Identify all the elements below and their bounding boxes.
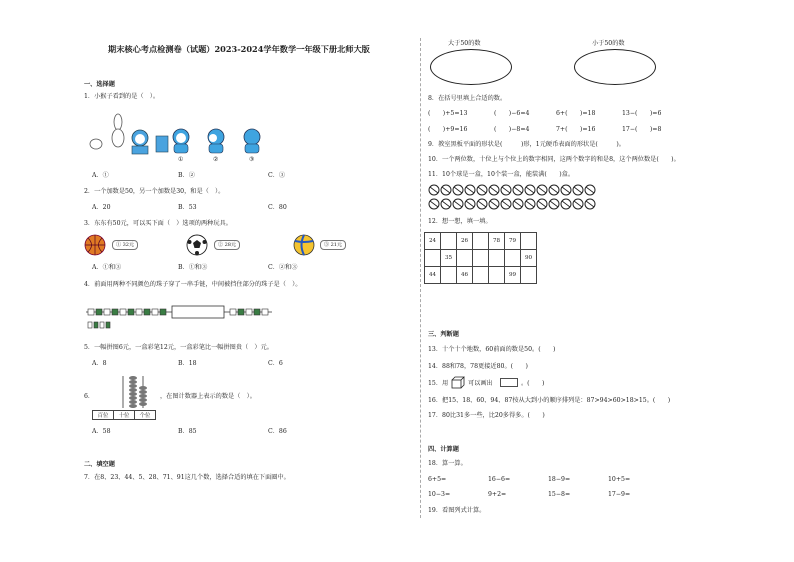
q8-r1-c2[interactable]: ( )−6=4	[494, 110, 530, 117]
robot-view-3-icon	[241, 128, 263, 154]
q3-option-a[interactable]: A．①和③	[92, 264, 122, 271]
question-7: 7．在8、23、44、5、28、71、91这几个数，选择合适的填在下面圈中。	[84, 474, 290, 481]
grid-cell[interactable]	[521, 233, 537, 250]
q3-option-c[interactable]: C．②和③	[268, 264, 298, 271]
question-6-number: 6．	[84, 393, 95, 400]
question-8: 8．在括号里填上合适的数。	[428, 95, 507, 102]
grid-cell[interactable]	[441, 233, 457, 250]
place-value-table	[92, 410, 156, 420]
section-choice-heading: 一、选择题	[84, 81, 115, 88]
question-19: 19．看图列式计算。	[428, 507, 486, 514]
grid-cell[interactable]	[457, 250, 473, 267]
q3-option-b[interactable]: B．①和③	[178, 264, 208, 271]
q6-option-c[interactable]: C．86	[268, 428, 287, 435]
q8-r2-c3[interactable]: 7+( )=16	[556, 126, 596, 133]
q6-option-b[interactable]: B．85	[178, 428, 197, 435]
number-grid	[424, 232, 537, 284]
grid-cell: 35	[441, 250, 457, 267]
section-fill-heading: 二、填空题	[84, 461, 115, 468]
bead-bracelet-illustration	[84, 304, 274, 330]
q1-option-a[interactable]: A．①	[92, 172, 109, 179]
question-14: 14．88和78，78更接近80。( )	[428, 363, 528, 370]
question-2: 2．一个加数是50，另一个加数是30，和是（ ）。	[84, 188, 225, 195]
section-calc-heading: 四、计算题	[428, 446, 459, 453]
question-3: 3．东东有50元，可以买下面（ ）选项的两种玩具。	[84, 220, 232, 227]
question-6: ，在图计数器上表示的数是（ ）。	[160, 393, 256, 400]
q8-r2-c1[interactable]: ( )+9=16	[428, 126, 468, 133]
calc-r2-c2[interactable]: 9+2=	[488, 491, 507, 498]
question-18: 18．算一算。	[428, 460, 467, 467]
q8-r1-c4[interactable]: 13−( )=6	[622, 110, 662, 117]
grid-cell[interactable]	[505, 250, 521, 267]
q8-r1-c1[interactable]: ( )+5=13	[428, 110, 468, 117]
q5-option-b[interactable]: B．18	[178, 360, 197, 367]
q1-option-c[interactable]: C．③	[268, 172, 286, 179]
q8-r1-c3[interactable]: 6+( )=18	[556, 110, 596, 117]
q1-label-1: ①	[178, 156, 184, 163]
section-judge-heading: 三、判断题	[428, 331, 459, 338]
question-12: 12．想一想，填一填。	[428, 218, 492, 225]
grid-cell: 44	[425, 267, 441, 284]
q2-option-b[interactable]: B．53	[178, 204, 197, 211]
ellipse-less-than-50[interactable]	[574, 49, 656, 85]
page-title: 期末核心考点检测卷（试题）2023-2024学年数学一年级下册北师大版	[108, 44, 370, 54]
grid-cell: 79	[505, 233, 521, 250]
grid-cell: 26	[457, 233, 473, 250]
grid-cell[interactable]	[489, 267, 505, 284]
grid-cell: 78	[489, 233, 505, 250]
grid-cell[interactable]	[473, 267, 489, 284]
question-15-part-c: 。( )	[521, 380, 545, 387]
calc-r2-c4[interactable]: 17−9=	[608, 491, 631, 498]
col-tens: 十位	[114, 411, 135, 420]
q6-option-a[interactable]: A．58	[92, 428, 111, 435]
grid-cell: 90	[521, 250, 537, 267]
calc-r1-c2[interactable]: 16−6=	[488, 476, 511, 483]
question-5: 5．一幅拼图6元，一盒彩笔12元，一盒彩笔比一幅拼图贵（ ）元。	[84, 344, 273, 351]
q2-option-a[interactable]: A．20	[92, 204, 111, 211]
col-hundreds: 百位	[93, 411, 114, 420]
grid-cell[interactable]	[473, 250, 489, 267]
grid-cell[interactable]	[473, 233, 489, 250]
grid-cell[interactable]	[425, 250, 441, 267]
question-17: 17．80比31多一些，比20多得多。( )	[428, 412, 545, 419]
column-divider	[420, 38, 421, 518]
question-4: 4．前面用两种不同颜色的珠子穿了一串手链，中间被挡住部分的珠子是（ ）。	[84, 281, 302, 288]
robot-view-2-icon	[205, 128, 227, 154]
q2-option-c[interactable]: C．80	[268, 204, 287, 211]
robot-view-1-icon	[170, 128, 192, 154]
q5-option-c[interactable]: C．6	[268, 360, 283, 367]
question-16: 16．把15、18、60、94、87按从大到小的顺序排列是：87>94>60>18>15。( )	[428, 397, 671, 404]
price-tag-3: ③ 21元	[320, 240, 346, 250]
monkey-scene-illustration	[84, 108, 174, 158]
ellipse-label-greater: 大于50的数	[448, 40, 481, 47]
question-9: 9．教室黑板平面的形状是( )形，1元硬币表面的形状是( )。	[428, 141, 625, 148]
grid-cell[interactable]	[521, 267, 537, 284]
q8-r2-c4[interactable]: 17−( )=8	[622, 126, 662, 133]
col-ones: 个位	[135, 411, 156, 420]
calc-r1-c4[interactable]: 10+5=	[608, 476, 631, 483]
calc-r1-c1[interactable]: 6+5=	[428, 476, 447, 483]
calc-r2-c3[interactable]: 15−8=	[548, 491, 571, 498]
volleyball-icon	[293, 234, 315, 256]
basketball-icon	[84, 234, 106, 256]
calc-r2-c1[interactable]: 10−3=	[428, 491, 451, 498]
q1-option-b[interactable]: B．②	[178, 172, 195, 179]
abacus-icon	[118, 374, 148, 410]
q5-option-a[interactable]: A．8	[92, 360, 107, 367]
question-1: 1．小猴子看到的是（ ）。	[84, 93, 160, 100]
grid-cell[interactable]	[441, 267, 457, 284]
grid-cell: 24	[425, 233, 441, 250]
price-tag-2: ② 28元	[214, 240, 240, 250]
ball-rows-illustration	[428, 184, 608, 212]
q8-r2-c2[interactable]: ( )−8=4	[494, 126, 530, 133]
question-13: 13．十个十个地数，60前面的数是50。( )	[428, 346, 556, 353]
question-15-part-a: 15．用	[428, 380, 449, 387]
rectangle-shape-icon	[500, 378, 518, 387]
ellipse-label-less: 小于50的数	[592, 40, 625, 47]
question-11: 11．10个球是一盒，10个装一盒，能装满( )盒。	[428, 171, 575, 178]
q1-label-3: ③	[249, 156, 255, 163]
soccer-ball-icon	[186, 234, 208, 256]
question-15-part-b: 可以画出	[468, 380, 493, 387]
ellipse-greater-than-50[interactable]	[430, 49, 512, 85]
cube-icon	[451, 376, 465, 389]
calc-r1-c3[interactable]: 18−9=	[548, 476, 571, 483]
question-10: 10．一个两位数，十位上与个位上的数字相同，这两个数字的和是8，这个两位数是( )。	[428, 156, 680, 163]
grid-cell: 46	[457, 267, 473, 284]
grid-cell: 99	[505, 267, 521, 284]
price-tag-1: ① 32元	[112, 240, 138, 250]
q1-label-2: ②	[213, 156, 219, 163]
grid-cell[interactable]	[489, 250, 505, 267]
